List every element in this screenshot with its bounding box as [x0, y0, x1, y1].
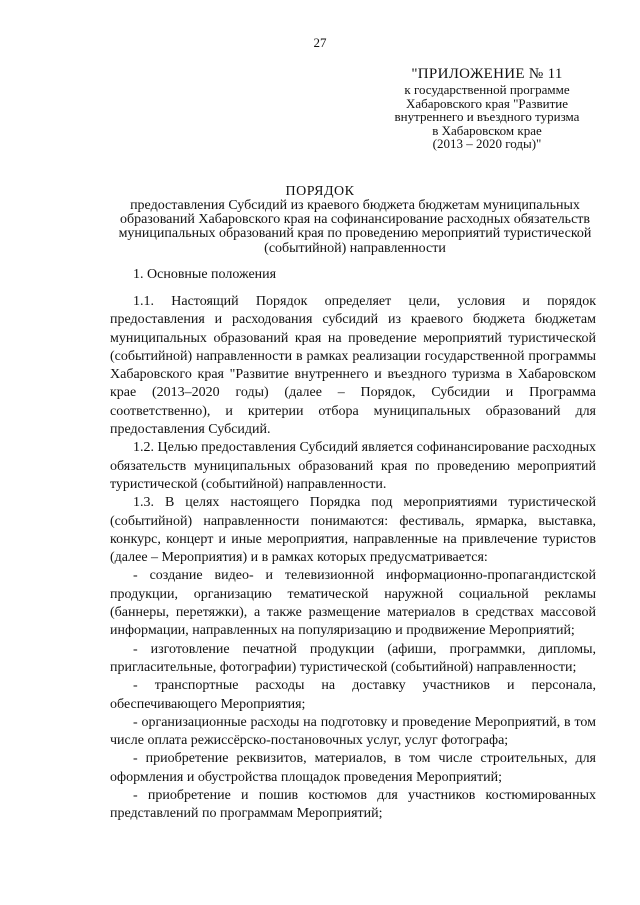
paragraph-1-2: 1.2. Целью предоставления Субсидий является софинансирование расходных обязательств муниципальных образований края по проведению мероприятий туристической (событийной) направленности.	[110, 440, 596, 492]
list-item: - создание видео- и телевизионной информационно-пропагандистской продукции, организацию тематической наружной социальной рекламы (баннеры, перетяжки), а также размещение материалов в средствах массовой информации, направленных на популяризацию и продвижение Мероприятий;	[110, 568, 596, 639]
body-text	[110, 293, 596, 824]
document-title: ПОРЯДОК	[285, 184, 355, 199]
appendix-title: "ПРИЛОЖЕНИЕ № 11	[411, 66, 563, 82]
appendix-block	[357, 66, 617, 151]
appendix-line: в Хабаровском крае	[432, 122, 542, 138]
list-item: - приобретение реквизитов, материалов, в том числе строительных, для оформления и обустройства площадок проведения Мероприятий;	[110, 751, 596, 785]
list-item: - изготовление печатной продукции (афиши, программки, дипломы, пригласительные, фотографии) туристической (событийной) направленности;	[110, 641, 596, 675]
list-item: - организационные расходы на подготовку и проведение Мероприятий, в том числе оплата режиссёрско-постановочных услуг, услуг фотографа;	[110, 714, 596, 749]
appendix-line: к государственной программе	[404, 82, 570, 97]
document-subtitle: предоставления Субсидий из краевого бюджета бюджетам муниципальных образований Хабаровского края на софинансирование расходных обязательств муниципальных образований края по проведению мероприятий туристической (событийной) направленности	[118, 198, 592, 256]
list-item: - приобретение и пошив костюмов для участников костюмированных представлений по программам Мероприятий;	[110, 788, 596, 822]
paragraph-1-1: 1.1. Настоящий Порядок определяет цели, условия и порядок предоставления и расходования субсидий из краевого бюджета бюджетам муниципальных образований края на проведение мероприятий туристической (событийной) направленности в рамках реализации государственной программы Хабаровского края "Развитие внутреннего и въездного туризма в Хабаровском крае (2013–2020 годы) (далее – Порядок, Субсидии и Программа соответственно), и критерии отбора муниципальных образований для предоставления Субсидий.	[110, 294, 596, 438]
list-item: - транспортные расходы на доставку участников и персонала, обеспечивающего Мероприятия;	[110, 678, 596, 712]
page-number: 27	[313, 35, 327, 50]
section-heading: 1. Основные положения	[133, 267, 277, 282]
appendix-line: внутреннего и въездного туризма	[394, 109, 580, 124]
paragraph-1-3: 1.3. В целях настоящего Порядка под мероприятиями туристической (событийной) направленности понимаются: фестиваль, ярмарка, выставка, конкурс, концерт и иные мероприятия, направленные на привлечение туристов (далее – Мероприятия) и в рамках которых предусматривается:	[110, 495, 596, 566]
appendix-line: Хабаровского края "Развитие	[405, 95, 569, 111]
appendix-line: (2013 – 2020 годы)"	[432, 136, 542, 151]
